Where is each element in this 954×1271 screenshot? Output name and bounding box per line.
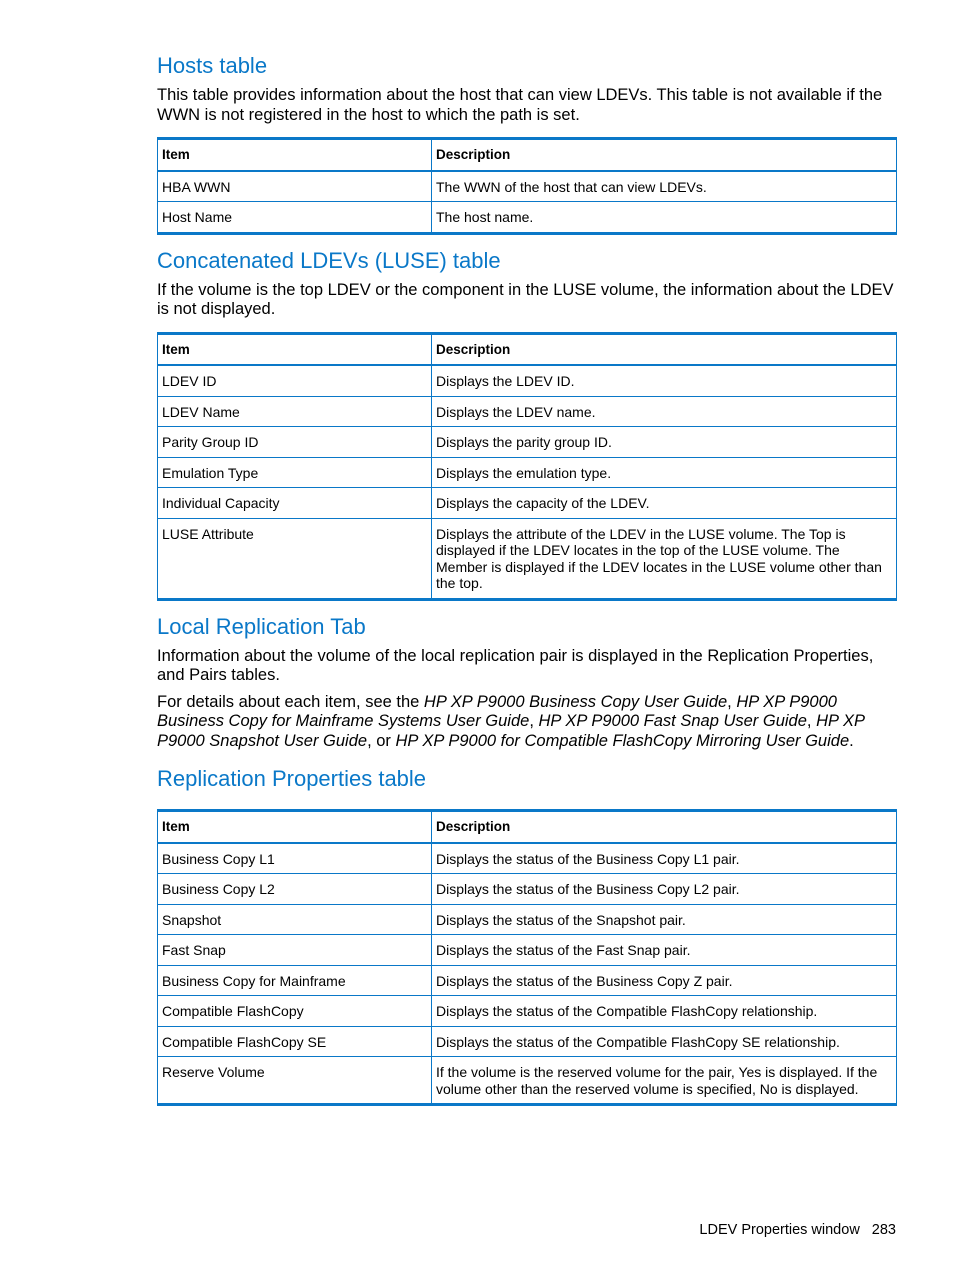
item-cell: LDEV Name [158,396,432,427]
description-cell: Displays the LDEV ID. [432,365,897,396]
item-cell: Fast Snap [158,935,432,966]
item-cell: Snapshot [158,904,432,935]
replication-properties-table [157,809,897,1106]
description-cell: Displays the status of the Business Copy L1 pair. [432,843,897,874]
column-header-description: Description [432,811,897,843]
hosts-table-heading: Hosts table [157,53,268,78]
table-row [158,874,897,905]
table-row [158,904,897,935]
table-row [158,1057,897,1105]
column-header-item: Item [158,333,432,365]
column-header-description: Description [432,333,897,365]
guide-compatible-flashcopy: HP XP P9000 for Compatible FlashCopy Mirroring User Guide [395,731,850,750]
guide-fast-snap: HP XP P9000 Fast Snap User Guide [538,712,807,730]
item-cell: Business Copy L2 [158,874,432,905]
table-row [158,488,897,519]
description-cell: Displays the status of the Fast Snap pair. [432,935,897,966]
item-cell: Compatible FlashCopy SE [158,1026,432,1057]
luse-table-heading: Concatenated LDEVs (LUSE) table [157,247,501,273]
page-footer [687,1222,896,1238]
table-row [158,996,897,1027]
separator: , [529,712,539,730]
table-row [158,365,897,396]
description-cell: Displays the status of the Compatible FlashCopy relationship. [432,996,897,1027]
column-header-item: Item [158,139,432,171]
description-cell: Displays the emulation type. [432,457,897,488]
table-row [158,518,897,599]
guide-business-copy-mainframe: HP XP P9000 Business Copy for Mainframe Systems User Guide [157,692,837,730]
replication-properties-heading: Replication Properties table [157,766,427,791]
description-cell: Displays the LDEV name. [432,396,897,427]
description-cell: If the volume is the reserved volume for the pair, Yes is displayed. If the volume other than the reserved volume is specified, No is displayed. [432,1057,897,1105]
hosts-table-description: This table provides information about the host that can view LDEVs. This table is not available if the WWN is not registered in the host to which the path is set. [157,86,883,124]
luse-table-description: If the volume is the top LDEV or the component in the LUSE volume, the information about the LDEV is not displayed. [157,280,894,318]
separator: , [727,692,737,711]
item-cell: Business Copy for Mainframe [158,965,432,996]
description-cell: Displays the status of the Business Copy Z pair. [432,965,897,996]
table-row [158,965,897,996]
footer-section-name: LDEV Properties window [699,1222,860,1238]
local-replication-heading: Local Replication Tab [157,613,366,639]
item-cell: LDEV ID [158,365,432,396]
table-header-row [158,333,897,365]
item-cell: Parity Group ID [158,427,432,458]
item-cell: Compatible FlashCopy [158,996,432,1027]
table-row [158,171,897,202]
table-row [158,427,897,458]
description-cell: Displays the capacity of the LDEV. [432,488,897,519]
guide-business-copy: HP XP P9000 Business Copy User Guide [423,692,728,711]
page-content [157,52,897,1118]
hosts-table [157,137,897,235]
table-row [158,202,897,234]
table-row [158,843,897,874]
item-cell: LUSE Attribute [158,518,432,599]
table-row [158,935,897,966]
description-cell: Displays the attribute of the LDEV in the LUSE volume. The Top is displayed if the LDEV locates in the top of the LUSE volume. The Member is displayed if the LDEV locates in the LUSE volume other than the top. [432,518,897,599]
table-header-row [158,139,897,171]
page-number: 283 [871,1222,896,1238]
description-cell: The WWN of the host that can view LDEVs. [432,171,897,202]
description-cell: Displays the parity group ID. [432,427,897,458]
item-cell: Reserve Volume [158,1057,432,1105]
sentence-end: . [849,731,854,750]
item-cell: Emulation Type [158,457,432,488]
description-cell: Displays the status of the Business Copy L2 pair. [432,874,897,905]
column-header-item: Item [158,811,432,843]
table-row [158,457,897,488]
local-replication-description: Information about the volume of the local replication pair is displayed in the Replication Properties, and Pairs tables. [157,646,874,684]
table-row [158,1026,897,1057]
separator: , [806,712,817,730]
description-cell: The host name. [432,202,897,234]
local-replication-details [157,693,897,752]
description-cell: Displays the status of the Snapshot pair. [432,904,897,935]
item-cell: Host Name [158,202,432,234]
description-cell: Displays the status of the Compatible FlashCopy SE relationship. [432,1026,897,1057]
table-row [158,396,897,427]
details-prefix: For details about each item, see the [157,692,424,711]
separator: , or [367,731,396,750]
table-header-row [158,811,897,843]
item-cell: Individual Capacity [158,488,432,519]
item-cell: HBA WWN [158,171,432,202]
item-cell: Business Copy L1 [158,843,432,874]
column-header-description: Description [432,139,897,171]
luse-table [157,332,897,601]
guide-snapshot: HP XP P9000 Snapshot User Guide [157,712,865,750]
